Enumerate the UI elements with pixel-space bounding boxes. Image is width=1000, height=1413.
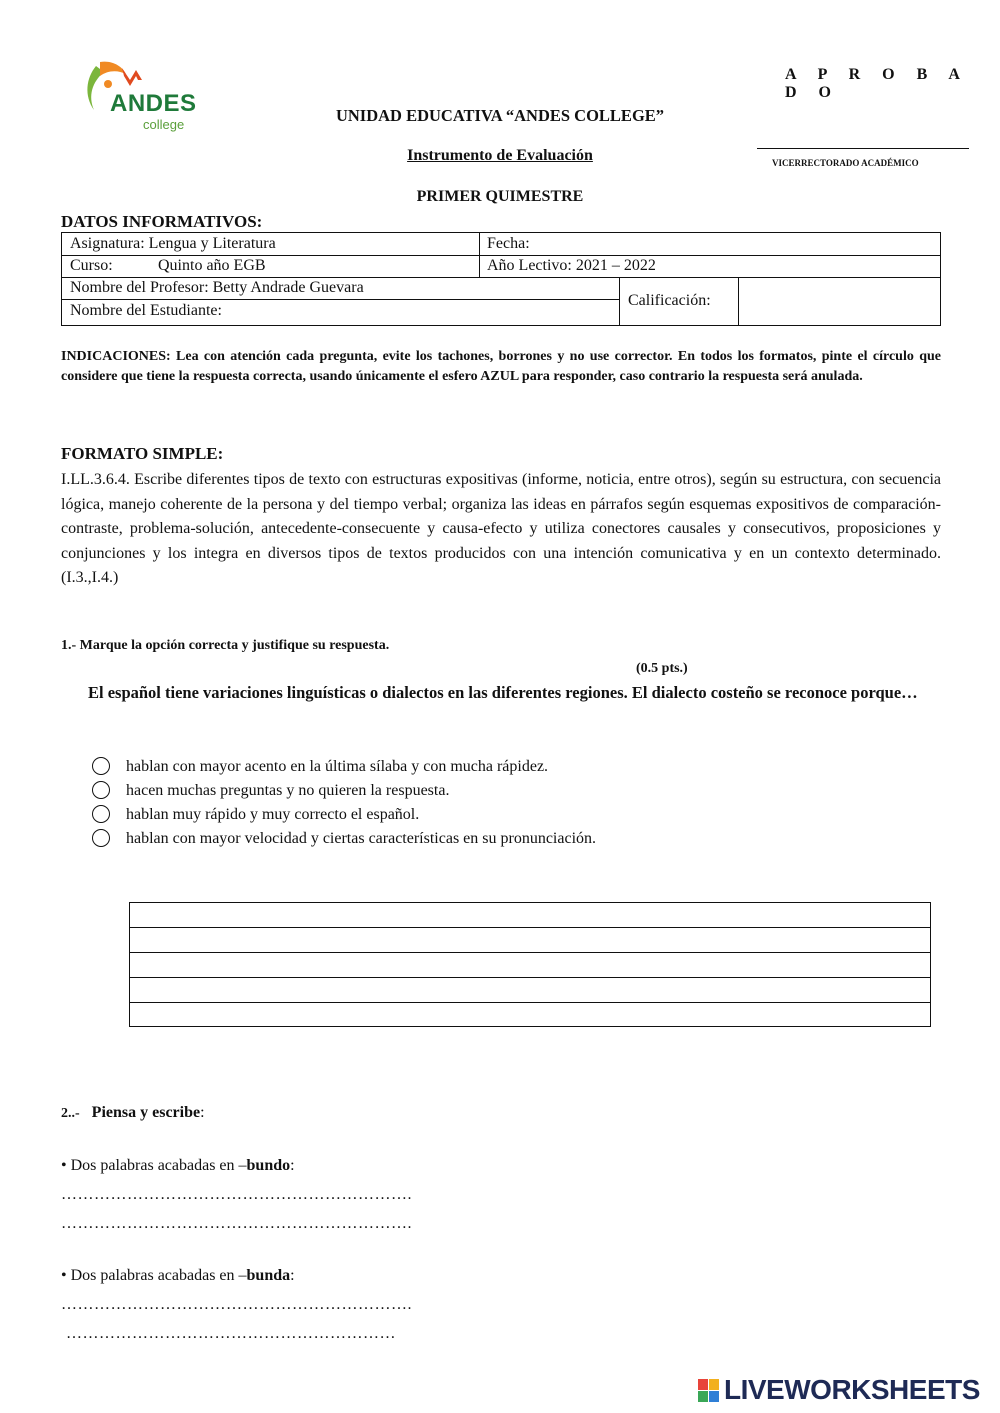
item-bundo: • Dos palabras acabadas en –bundo:: [61, 1157, 295, 1174]
approved-stamp: A P R O B A D O: [785, 66, 969, 101]
question-1-points: (0.5 pts.): [636, 661, 688, 676]
justification-box[interactable]: [129, 902, 931, 1027]
term-title: PRIMER QUIMESTRE: [416, 188, 584, 205]
instructions: INDICACIONES: Lea con atención cada pregunta, evite los tachones, borrones y no use corrector. En todos los formatos, pinte el círculo que considere que tiene la respuesta correcta, usando únicamente el esfero AZUL para responder, caso contrario la respuesta será anulada.: [61, 349, 941, 384]
info-heading: DATOS INFORMATIVOS:: [61, 212, 263, 231]
answer-line[interactable]: ……………………………………………………….: [61, 1215, 412, 1232]
date-cell[interactable]: Fecha:: [487, 235, 530, 252]
option-label: hablan con mayor velocidad y ciertas características en su pronunciación.: [126, 830, 597, 847]
logo-name: ANDES: [110, 90, 197, 117]
teacher-cell: Nombre del Profesor: Betty Andrade Guevara: [70, 279, 364, 296]
subject-cell: Asignatura: Lengua y Literatura: [70, 235, 276, 252]
radio-circle-icon[interactable]: [92, 829, 110, 847]
option-2[interactable]: [92, 780, 449, 802]
liveworksheets-watermark: LIVEWORKSHEETS: [724, 1374, 980, 1405]
answer-line[interactable]: ……………………………………………………….: [61, 1296, 412, 1313]
radio-circle-icon[interactable]: [92, 757, 110, 775]
question-2-title: 2..- Piensa y escribe:: [61, 1104, 205, 1121]
radio-circle-icon[interactable]: [92, 781, 110, 799]
question-2-label: Piensa y escribe: [91, 1104, 201, 1121]
answer-line[interactable]: ……………………………………………………: [66, 1325, 396, 1342]
course-label: Curso:: [70, 257, 113, 274]
liveworksheets-logo-icon: [698, 1379, 720, 1403]
bullet-icon: •: [61, 1157, 67, 1174]
vice-rectorate-label: VICERRECTORADO ACADÉMICO: [772, 158, 919, 168]
school-name: UNIDAD EDUCATIVA “ANDES COLLEGE”: [335, 106, 665, 125]
grade-label: Calificación:: [628, 292, 711, 309]
format-description: I.LL.3.6.4. Escribe diferentes tipos de texto con estructuras expositivas (informe, noticia, entre otros), según su estructura, con secuencia lógica, manejo coherente de la persona y del tiempo verbal; organiza las ideas en párrafos según esquemas expositivos de comparación-contraste, problema-solución, antecedente-consecuente y causa-efecto y utiliza conectores causales y consecutivos, proposiciones y conjunciones y los integra en diversos tipos de textos producidos con una intención comunicativa y en un contexto determinado. (I.3.,I.4.): [61, 471, 941, 586]
school-year-cell: Año Lectivo: 2021 – 2022: [487, 257, 656, 274]
format-title: FORMATO SIMPLE:: [61, 444, 224, 463]
option-label: hacen muchas preguntas y no quieren la respuesta.: [126, 782, 450, 799]
info-table: [61, 232, 941, 326]
option-4[interactable]: [92, 828, 596, 850]
bullet-icon: •: [61, 1267, 67, 1284]
option-label: hablan muy rápido y muy correcto el español.: [126, 806, 420, 823]
option-3[interactable]: [92, 804, 419, 826]
student-name-cell[interactable]: Nombre del Estudiante:: [70, 302, 222, 319]
answer-line[interactable]: ……………………………………………………….: [61, 1186, 412, 1203]
question-2-number: 2..-: [61, 1106, 80, 1121]
item-bunda: • Dos palabras acabadas en –bunda:: [61, 1267, 295, 1284]
option-label: hablan con mayor acento en la última sílaba y con mucha rápidez.: [126, 758, 549, 775]
instrument-title: Instrumento de Evaluación: [407, 147, 593, 164]
radio-circle-icon[interactable]: [92, 805, 110, 823]
question-1-prompt: El español tiene variaciones linguísticas o dialectos en las diferentes regiones. El dialecto costeño se reconoce porque…: [88, 683, 918, 702]
course-value: Quinto año EGB: [158, 257, 266, 274]
logo-subtitle: college: [143, 117, 185, 132]
question-1-title: 1.- Marque la opción correcta y justifique su respuesta.: [61, 638, 390, 653]
option-1[interactable]: [92, 756, 548, 778]
grade-field[interactable]: [739, 278, 940, 324]
